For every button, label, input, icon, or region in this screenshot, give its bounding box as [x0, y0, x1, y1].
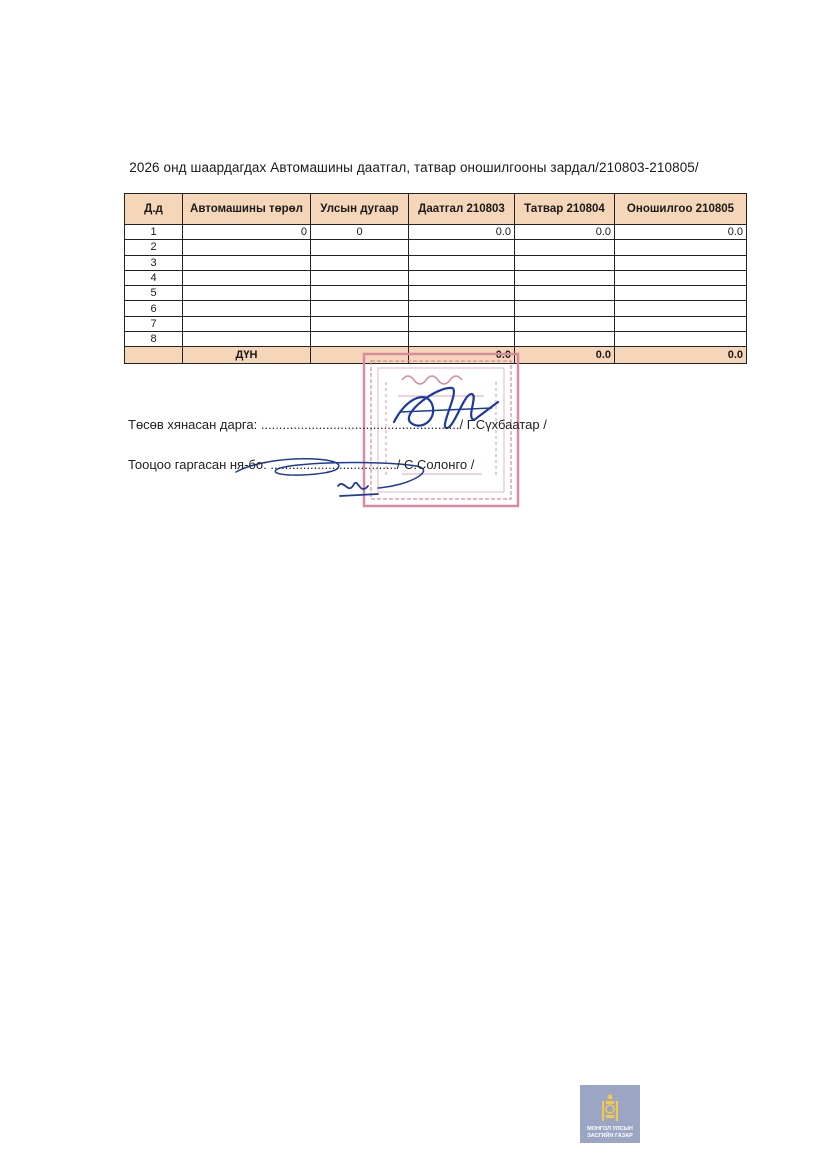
vehicle-type-cell [183, 286, 311, 301]
document-title: 2026 онд шаардагдах Автомашины даатгал, татвар оношилгооны зардал/210803-210805/ [129, 160, 699, 175]
insurance-cell: 0.0 [409, 225, 515, 240]
insurance-cell [409, 270, 515, 285]
col-header-number: Д.д [125, 194, 183, 225]
total-insurance: 0.0 [409, 347, 515, 364]
table-header-row [125, 194, 747, 225]
table-row [125, 301, 747, 316]
table-row [125, 270, 747, 285]
table-row [125, 316, 747, 331]
row-number-cell: 6 [125, 301, 183, 316]
vehicle-type-cell [183, 332, 311, 347]
insurance-cell [409, 316, 515, 331]
tax-cell [515, 270, 615, 285]
emblem-text-line2: ЗАСГИЙН ГАЗАР [587, 1133, 633, 1139]
tax-cell [515, 255, 615, 270]
row-number-cell: 1 [125, 225, 183, 240]
table-row [125, 286, 747, 301]
row-number-cell: 7 [125, 316, 183, 331]
row-number-cell: 4 [125, 270, 183, 285]
tax-cell [515, 240, 615, 255]
total-number-cell [125, 347, 183, 364]
tax-cell [515, 301, 615, 316]
total-label: ДҮН [183, 347, 311, 364]
preparer-label: Тооцоо гаргасан ня-бо: ................................... [128, 457, 397, 472]
approver-name: / Г.Сүхбаатар / [459, 417, 547, 432]
government-emblem [580, 1085, 640, 1143]
plate-number-cell: 0 [311, 225, 409, 240]
tax-cell [515, 316, 615, 331]
insurance-cell [409, 255, 515, 270]
expense-table [124, 193, 747, 364]
total-tax: 0.0 [515, 347, 615, 364]
vehicle-type-cell [183, 316, 311, 331]
inspection-cell [615, 332, 747, 347]
plate-number-cell [311, 286, 409, 301]
table-row [125, 225, 747, 240]
col-header-tax: Татвар 210804 [515, 194, 615, 225]
plate-number-cell [311, 332, 409, 347]
row-number-cell: 3 [125, 255, 183, 270]
insurance-cell [409, 332, 515, 347]
inspection-cell [615, 255, 747, 270]
insurance-cell [409, 240, 515, 255]
inspection-cell [615, 316, 747, 331]
table-row [125, 255, 747, 270]
total-inspection: 0.0 [615, 347, 747, 364]
vehicle-type-cell [183, 270, 311, 285]
inspection-cell [615, 301, 747, 316]
vehicle-type-cell [183, 255, 311, 270]
table-row [125, 240, 747, 255]
row-number-cell: 8 [125, 332, 183, 347]
inspection-cell [615, 270, 747, 285]
soyombo-icon [600, 1093, 620, 1123]
inspection-cell [615, 240, 747, 255]
plate-number-cell [311, 301, 409, 316]
table-row [125, 332, 747, 347]
plate-number-cell [311, 270, 409, 285]
plate-number-cell [311, 240, 409, 255]
vehicle-type-cell: 0 [183, 225, 311, 240]
emblem-text-line1: МОНГОЛ УЛСЫН [587, 1126, 633, 1132]
row-number-cell: 5 [125, 286, 183, 301]
row-number-cell: 2 [125, 240, 183, 255]
tax-cell: 0.0 [515, 225, 615, 240]
col-header-insurance: Даатгал 210803 [409, 194, 515, 225]
plate-number-cell [311, 255, 409, 270]
approval-signature-line [128, 417, 547, 432]
insurance-cell [409, 286, 515, 301]
inspection-cell [615, 286, 747, 301]
vehicle-type-cell [183, 301, 311, 316]
tax-cell [515, 286, 615, 301]
col-header-inspection: Оношилгоо 210805 [615, 194, 747, 225]
col-header-vehicle-type: Автомашины төрөл [183, 194, 311, 225]
plate-number-cell [311, 316, 409, 331]
preparer-name: / С.Солонго / [396, 457, 475, 472]
vehicle-type-cell [183, 240, 311, 255]
insurance-cell [409, 301, 515, 316]
tax-cell [515, 332, 615, 347]
inspection-cell: 0.0 [615, 225, 747, 240]
approver-label: Төсөв хянасан дарга: ....................................................... [128, 417, 460, 432]
col-header-plate-number: Улсын дугаар [311, 194, 409, 225]
preparer-signature-line [128, 457, 474, 472]
